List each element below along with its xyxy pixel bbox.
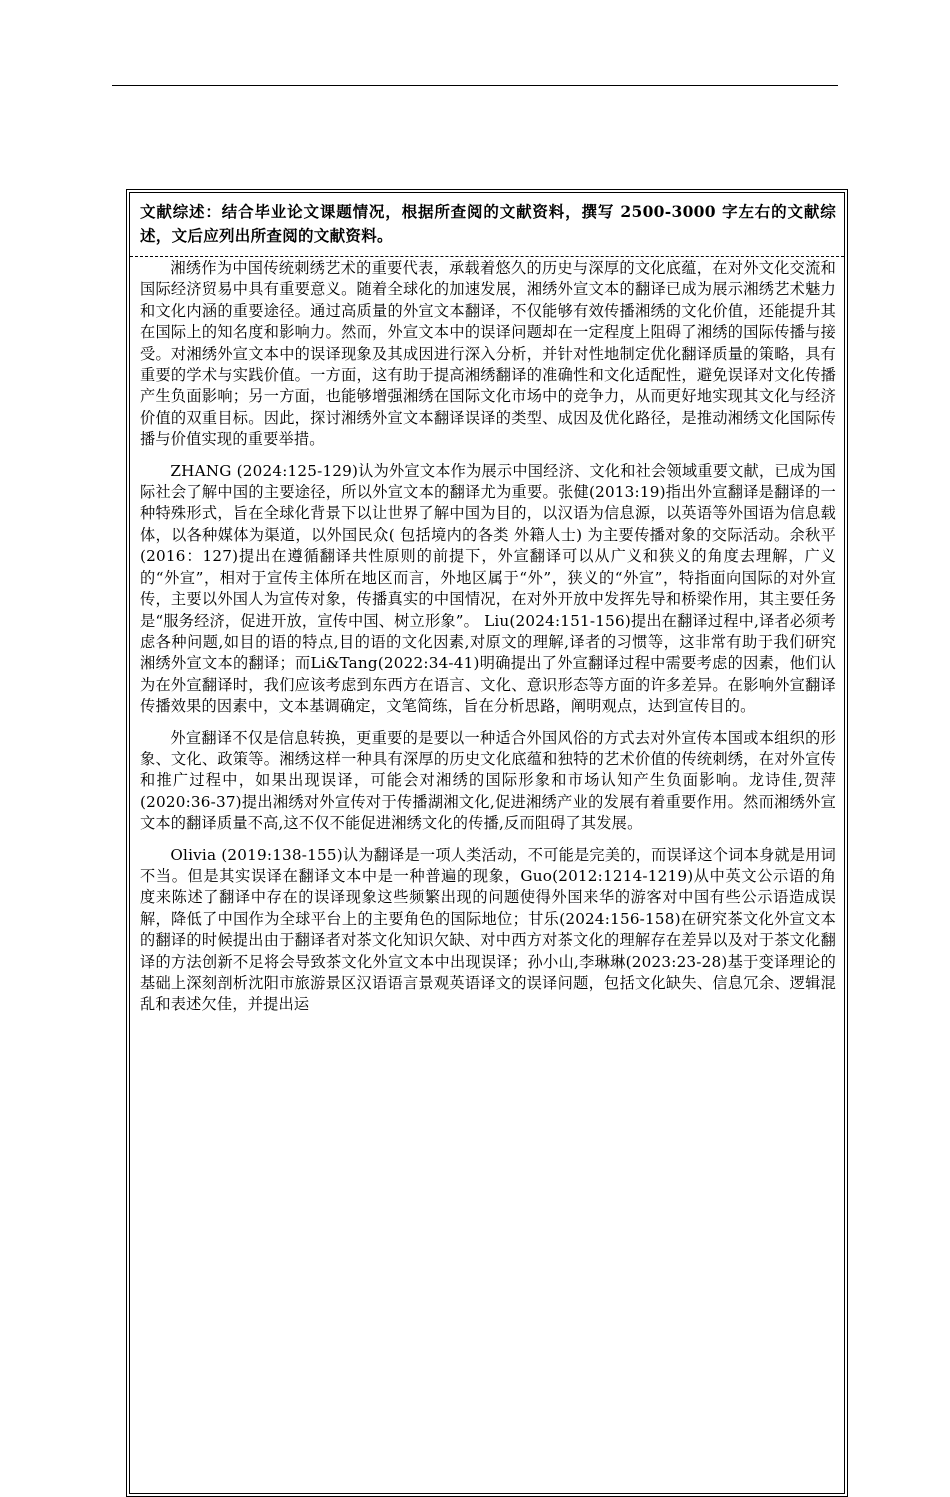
section-heading: 文献综述：结合毕业论文课题情况，根据所查阅的文献资料，撰写 2500-3000 字左右的文献综述，文后应列出所查阅的文献资料。	[140, 202, 836, 245]
paragraph-4: Olivia (2019:138-155)认为翻译是一项人类活动，不可能是完美的，而误译这个词本身就是用词不当。但是其实误译在翻译文本中是一种普遍的现象，Guo(2012:1214-1219)从中英文公示语的角度来陈述了翻译中存在的误译现象这些频繁出现的问题使得外国来华的游客对中国有些公示语造成误解，降低了中国作为全球平台上的主要角色的国际地位；甘乐(2024:156-158)在研究茶文化外宣文本的翻译的时候提出由于翻译者对茶文化知识欠缺、对中西方对茶文化的理解存在差异以及对于茶文化翻译的方法创新不足将会导致茶文化外宣文本中出现误译；孙小山,李琳琳(2023:23-28)基于变译理论的基础上深刻剖析沈阳市旅游景区汉语语言景观英语译文的误译问题，包括文化缺失、信息冗余、逻辑混乱和表述欠佳，并提出运	[140, 845, 836, 1014]
paragraph-2: ZHANG (2024:125-129)认为外宣文本作为展示中国经济、文化和社会领域重要文献，已成为国际社会了解中国的主要途径，所以外宣文本的翻译尤为重要。张健(2013:19)指出外宣翻译是翻译的一种特殊形式，旨在全球化背景下以让世界了解中国为目的，以汉语为信息源，以英语等外国语为信息载体，以各种媒体为渠道，以外国民众( 包括境内的各类 外籍人士) 为主要传播对象的交际活动。余秋平(2016：127)提出在遵循翻译共性原则的前提下，外宣翻译可以从广义和狭义的角度去理解，广义的“外宣”，相对于宣传主体所在地区而言，外地区属于“外”，狭义的“外宣”，特指面向国际的对外宣传，主要以外国人为宣传对象，传播真实的中国情况，在对外开放中发挥先导和桥梁作用，其主要任务是“服务经济，促进开放，宣传中国、树立形象”。 Liu(2024:151-156)提出在翻译过程中,译者必须考虑各种问题,如目的语的特点,目的语的文化因素,对原文的理解,译者的习惯等，这非常有助于我们研究湘绣外宣文本的翻译；而Li&Tang(2022:34-41)明确提出了外宣翻译过程中需要考虑的因素，他们认为在外宣翻译时，我们应该考虑到东西方在语言、文化、意识形态等方面的许多差异。在影响外宣翻译传播效果的因素中，文本基调确定，文笔简练，旨在分析思路，阐明观点，达到宣传目的。	[140, 461, 837, 716]
form-cell-border	[129, 192, 845, 1494]
page-header-rule	[112, 85, 838, 86]
heading-cell	[130, 193, 844, 257]
paragraph-1: 湘绣作为中国传统刺绣艺术的重要代表，承载着悠久的历史与深厚的文化底蕴，在对外文化交流和国际经济贸易中具有重要意义。随着全球化的加速发展，湘绣外宣文本的翻译已成为展示湘绣艺术魅力和文化内涵的重要途径。通过高质量的外宣文本翻译，不仅能够有效传播湘绣的文化价值，还能提升其在国际上的知名度和影响力。然而，外宣文本中的误译问题却在一定程度上阻碍了湘绣的国际传播与接受。对湘绣外宣文本中的误译现象及其成因进行深入分析，并针对性地制定优化翻译质量的策略，具有重要的学术与实践价值。一方面，这有助于提高湘绣翻译的准确性和文化适配性，避免误译对文化传播产生负面影响；另一方面，也能够增强湘绣在国际文化市场中的竞争力，从而更好地实现其文化与经济价值的双重目标。因此，探讨湘绣外宣文本翻译误译的类型、成因及优化路径，是推动湘绣文化国际传播与价值实现的重要举措。	[140, 259, 836, 449]
form-table	[126, 189, 848, 1497]
literature-review-body	[130, 258, 844, 1016]
paragraph-3: 外宣翻译不仅是信息转换，更重要的是要以一种适合外国风俗的方式去对外宣传本国或本组织的形象、文化、政策等。湘绣这样一种具有深厚的历史文化底蕴和独特的艺术价值的传统刺绣，在对外宣传和推广过程中，如果出现误译，可能会对湘绣的国际形象和市场认知产生负面影响。龙诗佳,贺萍(2020:36-37)提出湘绣对外宣传对于传播湖湘文化,促进湘绣产业的发展有着重要作用。然而湘绣外宣文本的翻译质量不高,这不仅不能促进湘绣文化的传播,反而阻碍了其发展。	[140, 728, 836, 833]
